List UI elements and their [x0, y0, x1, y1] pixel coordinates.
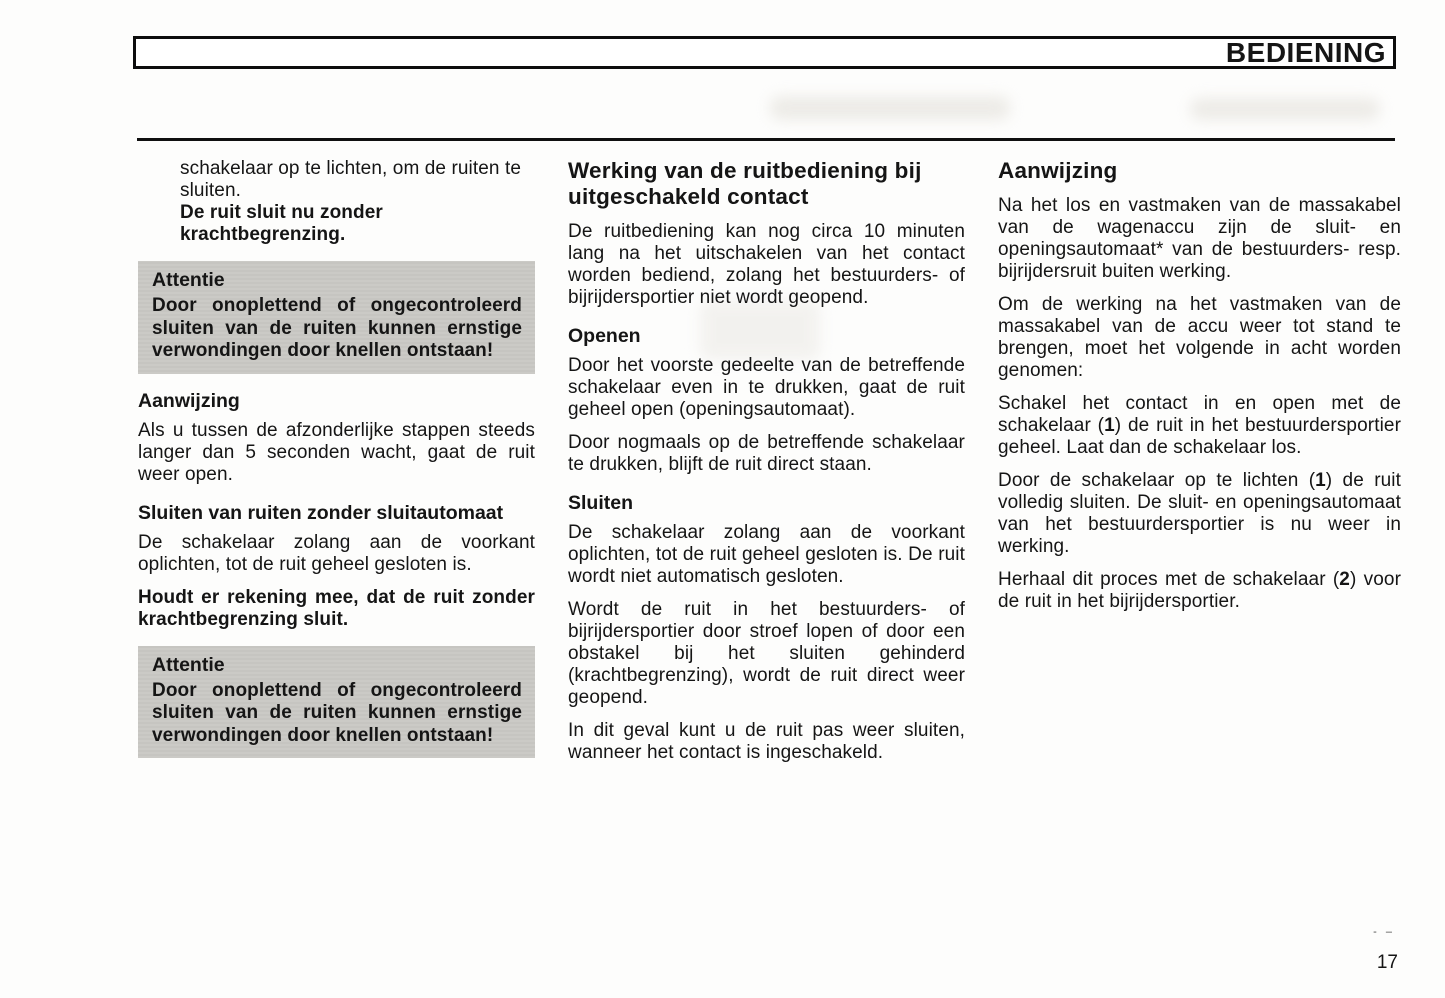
paragraph-text: ) voor de ruit in het bijrijdersportier. — [998, 569, 1401, 612]
intro-paragraph-bold: De ruit sluit nu zonder krachtbegrenzing. — [180, 202, 383, 245]
attention-body: Door onoplettend of ongecontroleerd sluiten van de ruiten kunnen ernstige verwondingen door knellen ontstaan! — [152, 295, 522, 361]
body-paragraph: Door het voorste gedeelte van de betreffende schakelaar even in te drukken, gaat de ruit geheel open (openingsautomaat). — [568, 355, 965, 420]
body-paragraph: Wordt de ruit in het bestuurders- of bijrijdersportier door stroef lopen of door een obstakel bij het sluiten gehinderd (krachtbegrenzing), wordt de ruit direct weer geopend. — [568, 599, 965, 708]
paragraph-text: ) de ruit in het bestuurdersportier geheel. Laat dan de schakelaar los. — [998, 415, 1401, 458]
section-heading-aanwijzing: Aanwijzing — [138, 389, 240, 412]
paragraph-text: Door de schakelaar op te lichten ( — [998, 470, 1316, 491]
body-paragraph — [998, 393, 1401, 459]
page-number: 17 — [1376, 952, 1398, 973]
content-columns — [138, 158, 1401, 775]
scan-artifact — [1190, 98, 1380, 120]
body-paragraph: De schakelaar zolang aan de voorkant oplichten, tot de ruit geheel gesloten is. De ruit wordt niet automatisch gesloten. — [568, 522, 965, 587]
attention-box — [138, 646, 535, 759]
page-header-title: BEDIENING — [1225, 36, 1386, 68]
attention-title: Attentie — [152, 653, 225, 676]
paragraph-text: Schakel het contact in en open met de schakelaar ( — [998, 393, 1401, 436]
body-paragraph: De ruitbediening kan nog circa 10 minuten lang na het uitschakelen van het contact worden bediend, zolang het bestuurders- of bijrijdersportier niet wordt geopend. — [568, 221, 965, 308]
header-box — [133, 36, 1396, 69]
paragraph-text: Herhaal dit proces met de schakelaar ( — [998, 569, 1340, 590]
column-middle — [568, 158, 965, 775]
body-paragraph: Als u tussen de afzonderlijke stappen steeds langer dan 5 seconden wacht, gaat de ruit weer open. — [138, 419, 535, 485]
fold-mark: - – — [1373, 926, 1395, 938]
column-right — [998, 158, 1401, 775]
switch-ref-number: 1 — [1104, 415, 1115, 436]
body-paragraph: Om de werking na het vastmaken van de massakabel van de accu weer tot stand te brengen, moet het volgende in acht worden genomen: — [998, 294, 1401, 381]
column-left — [138, 158, 535, 775]
section-title-ruitbediening: Werking van de ruitbediening bij uitgeschakeld contact — [568, 158, 922, 209]
header-divider-rule — [137, 138, 1395, 141]
body-paragraph: Na het los en vastmaken van de massakabel van de wagenaccu zijn de sluit- en openingsautomaat* van de bestuurders- resp. bijrijdersruit buiten werking. — [998, 195, 1401, 282]
body-paragraph — [998, 470, 1401, 558]
body-paragraph — [998, 569, 1401, 613]
switch-ref-number: 2 — [1339, 569, 1350, 590]
paragraph-text: ) de ruit volledig sluiten. De sluit- en openingsautomaat van het bestuurdersportier is nu weer in werking. — [998, 470, 1401, 557]
body-paragraph: In dit geval kunt u de ruit pas weer sluiten, wanneer het contact is ingeschakeld. — [568, 720, 965, 763]
attention-box — [138, 261, 535, 374]
intro-paragraph: schakelaar op te lichten, om de ruiten te sluiten. — [180, 158, 522, 201]
section-heading-openen: Openen — [568, 325, 641, 347]
section-heading-sluiten-zonder-automaat: Sluiten van ruiten zonder sluitautomaat — [138, 501, 504, 524]
section-title-aanwijzing: Aanwijzing — [998, 158, 1118, 183]
switch-ref-number: 1 — [1315, 470, 1326, 491]
body-paragraph: Door nogmaals op de betreffende schakelaar te drukken, blijft de ruit direct staan. — [568, 432, 965, 475]
body-paragraph-bold: Houdt er rekening mee, dat de ruit zonder krachtbegrenzing sluit. — [138, 586, 535, 630]
scan-artifact — [770, 96, 1010, 120]
attention-title: Attentie — [152, 269, 225, 291]
section-heading-sluiten: Sluiten — [568, 492, 634, 514]
attention-body: Door onoplettend of ongecontroleerd sluiten van de ruiten kunnen ernstige verwondingen door knellen ontstaan! — [152, 679, 522, 746]
body-paragraph: De schakelaar zolang aan de voorkant oplichten, tot de ruit geheel gesloten is. — [138, 531, 535, 575]
